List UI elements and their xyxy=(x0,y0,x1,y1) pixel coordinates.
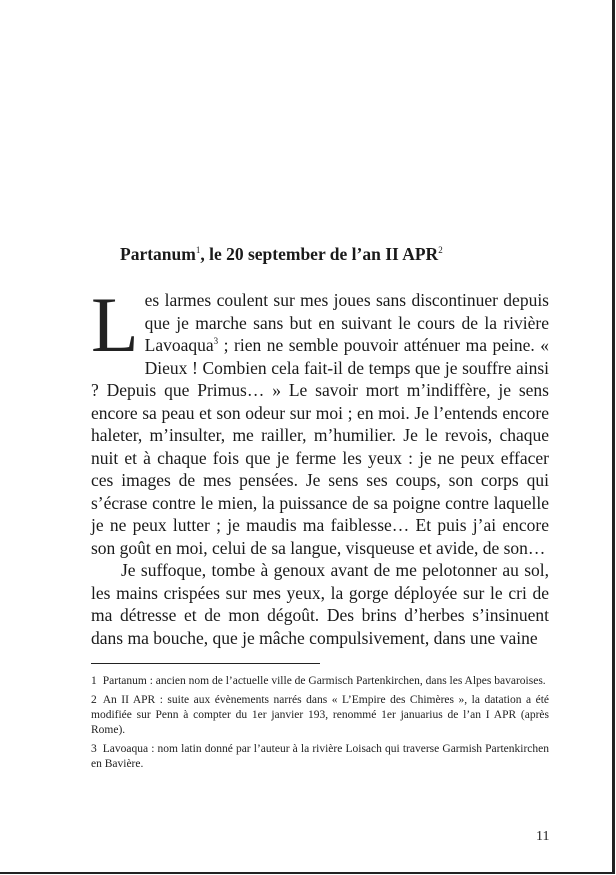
footnotes xyxy=(91,674,549,776)
paragraph-1-footnote-ref: 3 xyxy=(213,336,219,347)
footnote-number: 3 xyxy=(91,743,97,755)
heading-date: , le 20 september de l’an II APR xyxy=(200,244,439,264)
paragraph-1-part-b: ; rien ne semble pouvoir atténuer ma peine. « Dieux ! Combien cela fait-il de temps que je souffre ainsi ? Depuis que Primus… » Le savoir mort m’indiffère, je sens encore sa peau et son odeur sur moi ; en moi. Je l’entends encore haleter, m’insulter, me railler, m’humilier. Je le revois, chaque nuit et à chaque fois que je ferme les yeux : je ne peux effacer ces images de mes pensées. Je sens ses coups, son corps qui s’écrase contre le mien, la puissance de sa poigne contre laquelle je ne peux lutter ; je maudis ma faiblesse… Et puis j’ai encore son goût en moi, celui de sa langue, visqueuse et avide, de son… xyxy=(91,335,549,558)
footnote xyxy=(91,674,549,689)
footnote xyxy=(91,742,549,772)
footnote xyxy=(91,693,549,738)
footnote-number: 2 xyxy=(91,694,97,706)
page-number: 11 xyxy=(536,829,550,844)
paragraph-2: Je suffoque, tombe à genoux avant de me pelotonner au sol, les mains crispées sur mes yeux, la gorge déployée sur le cri de ma détresse et de mon dégoût. Des brins d’herbes s’insinuent dans ma bouche, que je mâche compulsivement, dans une vaine xyxy=(91,560,549,648)
heading-place: Partanum xyxy=(120,244,196,264)
footnote-text: An II APR : suite aux évènements narrés dans « L’Empire des Chimères », la datation a été modifiée sur Penn à compter du 1er janvier 193, renommé 1er januarius de l’an I APR (après Rome). xyxy=(91,694,549,736)
footnote-text: Lavoaqua : nom latin donné par l’auteur à la rivière Loisach qui traverse Garmish Partenkirchen en Bavière. xyxy=(91,743,549,770)
paragraph-1-part-a: es larmes coulent sur mes joues sans discontinuer depuis que je marche sans but en suivant le cours de la rivière Lavoaqua xyxy=(144,290,549,355)
paragraph-1 xyxy=(91,281,549,559)
chapter-heading xyxy=(120,244,443,265)
heading-place-footnote-ref: 1 xyxy=(195,245,201,256)
footnote-separator xyxy=(91,663,320,664)
heading-date-footnote-ref: 2 xyxy=(438,245,443,256)
footnote-text: Partanum : ancien nom de l’actuelle ville de Garmisch Partenkirchen, dans les Alpes bavaroises. xyxy=(102,675,546,687)
body-text xyxy=(91,281,549,649)
footnote-number: 1 xyxy=(91,675,97,687)
drop-cap: L xyxy=(91,281,139,368)
